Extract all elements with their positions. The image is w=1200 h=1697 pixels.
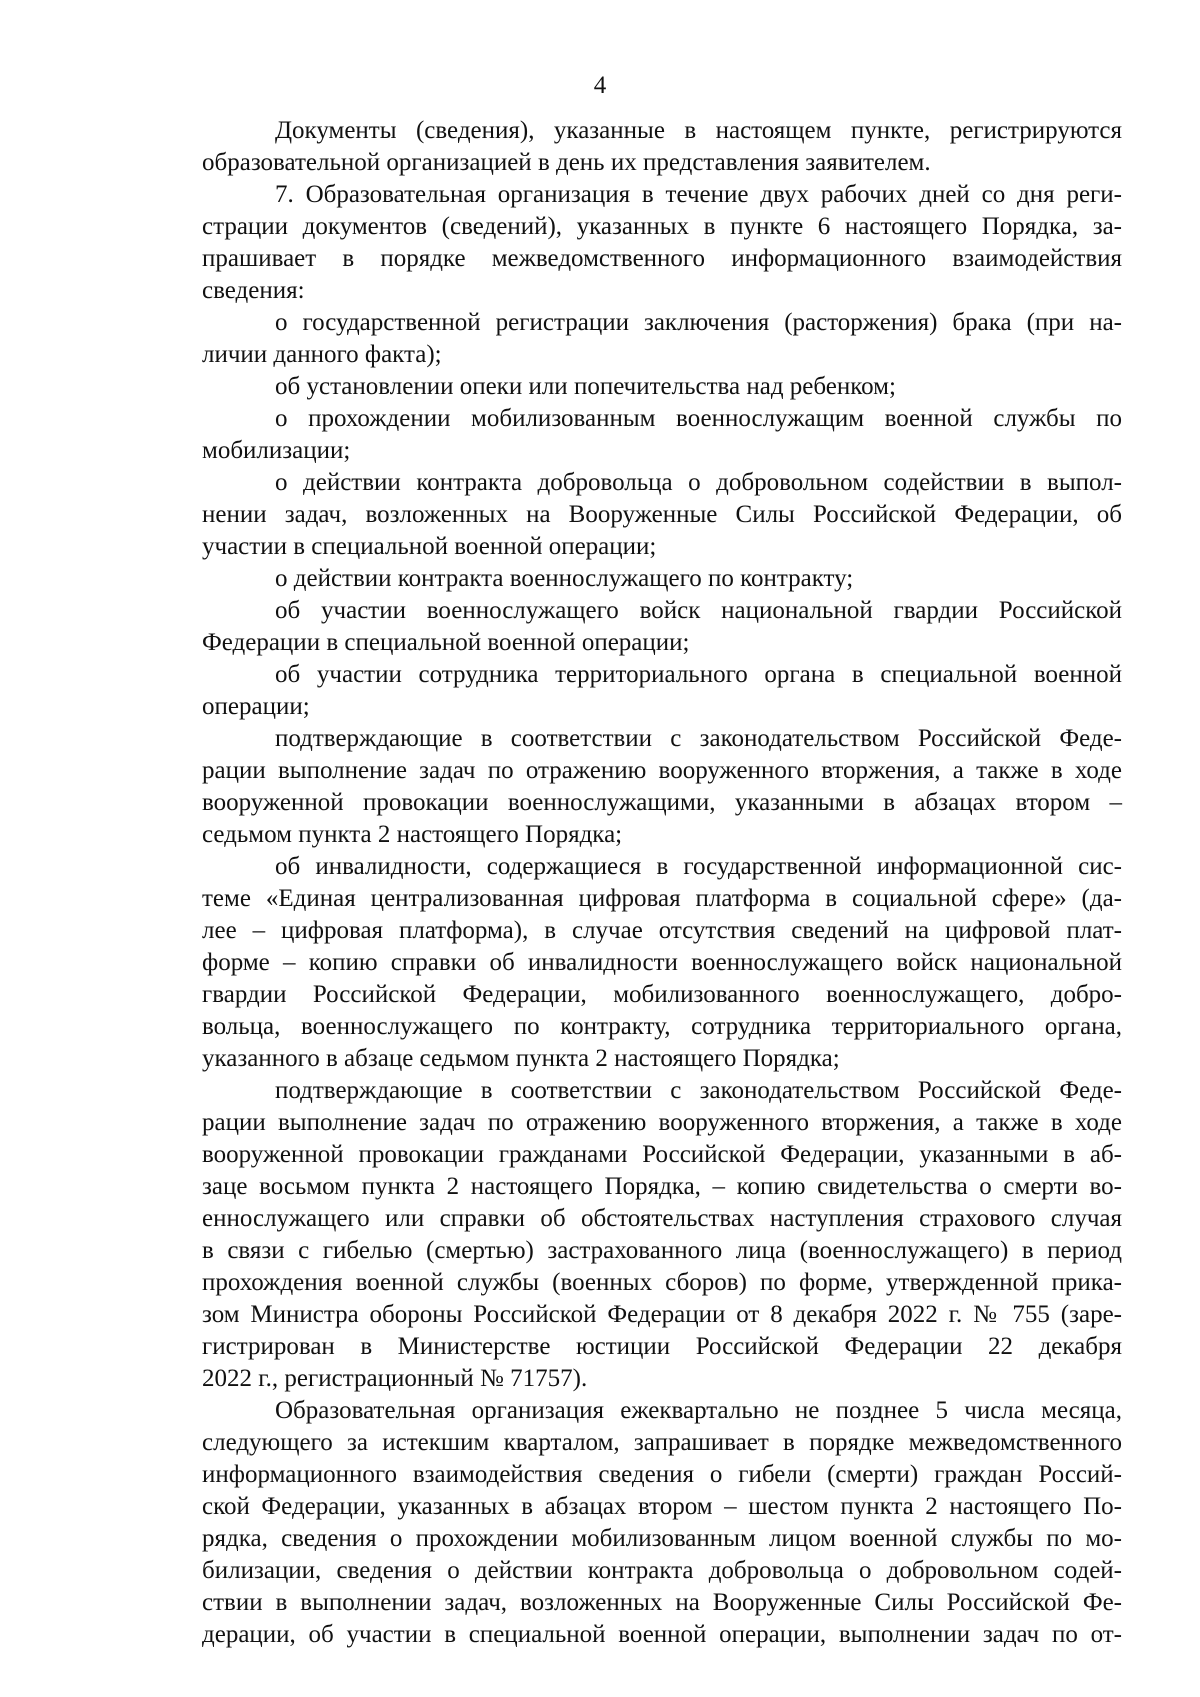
- text-line: прашивает в порядке межведомственного информационного взаимодействия: [202, 245, 1122, 272]
- text-line: нении задач, возложенных на Вооруженные Силы Российской Федерации, об: [202, 501, 1122, 528]
- document-body: [202, 115, 1122, 1651]
- text-line: гвардии Российской Федерации, мобилизованного военнослужащего, добро-: [202, 981, 1122, 1008]
- text-line: страции документов (сведений), указанных в пункте 6 настоящего Порядка, за-: [202, 213, 1122, 240]
- text-line: ской Федерации, указанных в абзацах втором – шестом пункта 2 настоящего По-: [202, 1493, 1122, 1520]
- text-line: форме – копию справки об инвалидности военнослужащего войск национальной: [202, 949, 1122, 976]
- text-line: ствии в выполнении задач, возложенных на Вооруженные Силы Российской Фе-: [202, 1589, 1122, 1616]
- text-line: подтверждающие в соответствии с законодательством Российской Феде-: [275, 725, 1122, 752]
- text-line: седьмом пункта 2 настоящего Порядка;: [202, 821, 623, 848]
- text-line: личии данного факта);: [202, 341, 442, 368]
- page-number: 4: [593, 72, 607, 99]
- text-line: сведения:: [202, 277, 305, 304]
- text-line: рации выполнение задач по отражению вооруженного вторжения, а также в ходе: [202, 757, 1122, 784]
- text-line: вооруженной провокации гражданами Российской Федерации, указанными в аб-: [202, 1141, 1122, 1168]
- text-line: рации выполнение задач по отражению вооруженного вторжения, а также в ходе: [202, 1109, 1122, 1136]
- text-line: о государственной регистрации заключения (расторжения) брака (при на-: [275, 309, 1122, 336]
- text-line: Образовательная организация ежеквартально не позднее 5 числа месяца,: [275, 1397, 1122, 1424]
- text-line: подтверждающие в соответствии с законодательством Российской Феде-: [275, 1077, 1122, 1104]
- text-line: о действии контракта добровольца о добровольном содействии в выпол-: [275, 469, 1122, 496]
- text-line: следующего за истекшим кварталом, запрашивает в порядке межведомственного: [202, 1429, 1122, 1456]
- text-line: об установлении опеки или попечительства над ребенком;: [275, 373, 896, 400]
- text-line: мобилизации;: [202, 437, 351, 464]
- text-line: зом Министра обороны Российской Федерации от 8 декабря 2022 г. № 755 (заре-: [202, 1301, 1122, 1328]
- text-line: участии в специальной военной операции;: [202, 533, 657, 560]
- text-line: 2022 г., регистрационный № 71757).: [202, 1365, 588, 1392]
- text-line: заце восьмом пункта 2 настоящего Порядка, – копию свидетельства о смерти во-: [202, 1173, 1122, 1200]
- text-line: рядка, сведения о прохождении мобилизованным лицом военной службы по мо-: [202, 1525, 1122, 1552]
- text-line: Документы (сведения), указанные в настоящем пункте, регистрируются: [275, 117, 1122, 144]
- text-line: лее – цифровая платформа), в случае отсутствия сведений на цифровой плат-: [202, 917, 1122, 944]
- text-line: гистрирован в Министерстве юстиции Российской Федерации 22 декабря: [202, 1333, 1122, 1360]
- text-line: теме «Единая централизованная цифровая платформа в социальной сфере» (да-: [202, 885, 1122, 912]
- text-line: прохождения военной службы (военных сборов) по форме, утвержденной прика-: [202, 1269, 1122, 1296]
- text-line: о действии контракта военнослужащего по контракту;: [275, 565, 854, 592]
- text-line: операции;: [202, 693, 310, 720]
- text-line: в связи с гибелью (смертью) застрахованного лица (военнослужащего) в период: [202, 1237, 1122, 1264]
- text-line: билизации, сведения о действии контракта добровольца о добровольном содей-: [202, 1557, 1122, 1584]
- text-line: 7. Образовательная организация в течение двух рабочих дней со дня реги-: [275, 181, 1122, 208]
- text-line: об участии сотрудника территориального органа в специальной военной: [275, 661, 1122, 688]
- text-line: информационного взаимодействия сведения о гибели (смерти) граждан Россий-: [202, 1461, 1122, 1488]
- text-line: вооруженной провокации военнослужащими, указанными в абзацах втором –: [202, 789, 1122, 816]
- text-line: Федерации в специальной военной операции;: [202, 629, 690, 656]
- text-line: о прохождении мобилизованным военнослужащим военной службы по: [275, 405, 1122, 432]
- text-line: об участии военнослужащего войск национальной гвардии Российской: [275, 597, 1122, 624]
- text-line: еннослужащего или справки об обстоятельствах наступления страхового случая: [202, 1205, 1122, 1232]
- text-line: дерации, об участии в специальной военной операции, выполнении задач по от-: [202, 1621, 1122, 1648]
- text-line: об инвалидности, содержащиеся в государственной информационной сис-: [275, 853, 1122, 880]
- text-line: указанного в абзаце седьмом пункта 2 настоящего Порядка;: [202, 1045, 840, 1072]
- text-line: вольца, военнослужащего по контракту, сотрудника территориального органа,: [202, 1013, 1122, 1040]
- text-line: образовательной организацией в день их представления заявителем.: [202, 149, 931, 176]
